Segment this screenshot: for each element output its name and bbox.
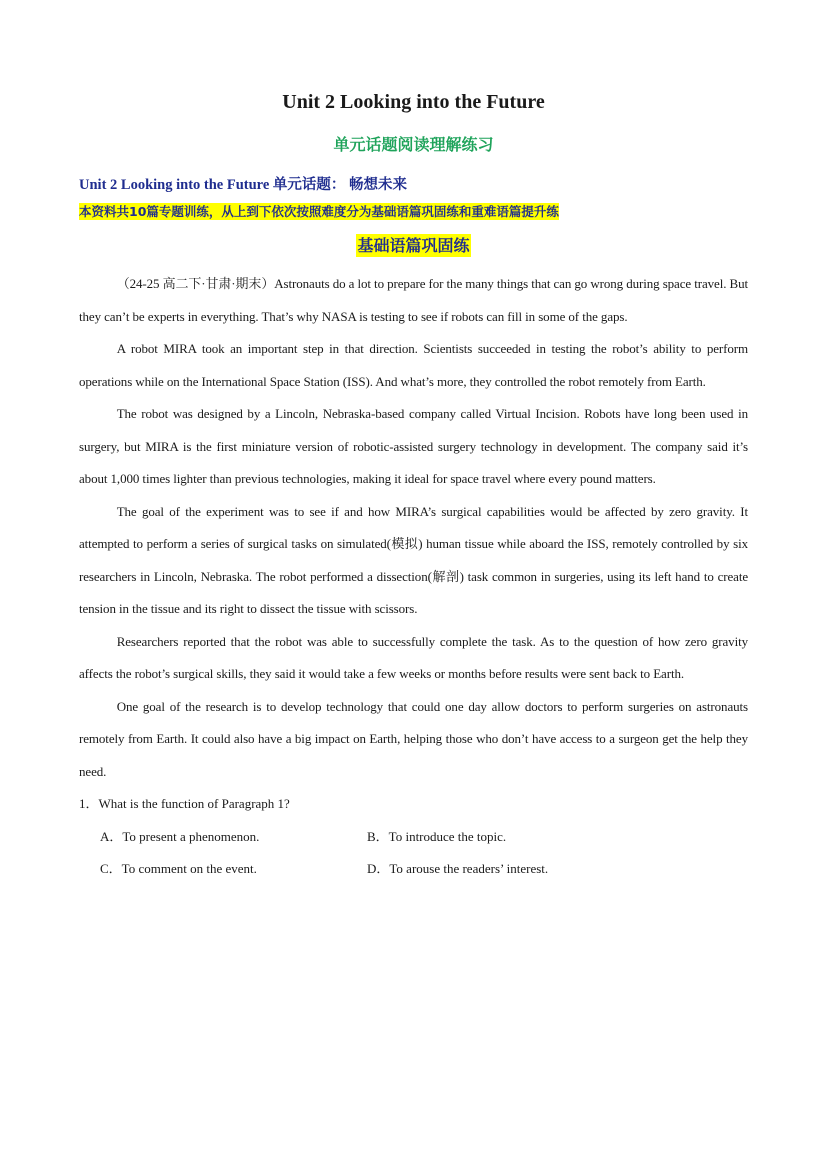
intro-line xyxy=(79,201,748,223)
question-1-options-row-2 xyxy=(79,853,748,886)
passage-paragraph-2: A robot MIRA took an important step in that direction. Scientists succeeded in testing the robot’s ability to perform operations while on the International Space Station (ISS). And what’s more, they controlled the robot remotely from Earth. xyxy=(79,341,748,389)
section-heading xyxy=(79,232,748,260)
unit-title: Unit 2 Looking into the Future xyxy=(282,91,545,113)
passage-paragraph-5: Researchers reported that the robot was able to successfully complete the task. As to the question of how zero gravity affects the robot’s surgical skills, they said it would take a few weeks or months before results were sent back to Earth. xyxy=(79,633,748,681)
question-1-stem: 1．What is the function of Paragraph 1? xyxy=(79,796,290,811)
passage-paragraph-4: The goal of the experiment was to see if and how MIRA’s surgical capabilities would be affected by zero gravity. It attempted to perform a series of surgical tasks on simulated(模拟) human tissue while aboard the ISS, remotely controlled by six researchers in Lincoln, Nebraska. The robot performed a dissection(解剖) task common in surgeries, using its left hand to create tension in the tissue and its right to dissect the tissue with scissors. xyxy=(79,503,748,616)
passage-paragraph-3: The robot was designed by a Lincoln, Nebraska-based company called Virtual Incision. Robots have long been used in surgery, but MIRA is the first miniature version of robotic-assisted surgery technology in development. The company said it’s about 1,000 times lighter than previous technologies, making it ideal for space travel where every pound matters. xyxy=(79,406,748,486)
document-content xyxy=(79,88,748,886)
passage-paragraph-6: One goal of the research is to develop technology that could one day allow doctors to perform surgeries on astronauts remotely from Earth. It could also have a big impact on Earth, helping those who don’t have access to a surgeon get the help they need. xyxy=(79,698,748,779)
option-a: A．To present a phenomenon. xyxy=(100,828,260,844)
unit-subtitle: 单元话题阅读理解练习 xyxy=(333,135,494,154)
option-c: C．To comment on the event. xyxy=(100,861,257,876)
passage-paragraph-1: （24-25 高二下·甘肃·期末）Astronauts do a lot to prepare for the many things that can go wrong during space travel. But they can’t be experts in everything. That’s why NASA is testing to see if robots can fill in some of the gaps. xyxy=(79,276,748,324)
option-b: B．To introduce the topic. xyxy=(367,828,507,844)
question-1-options-row-1 xyxy=(79,821,748,854)
topic-line: Unit 2 Looking into the Future 单元话题： 畅想未来 xyxy=(79,177,408,193)
section-title: 基础语篇巩固练 xyxy=(357,236,470,255)
option-d: D．To arouse the readers’ interest. xyxy=(367,861,549,876)
intro-text: 本资料共10篇专题训练，从上到下依次按照难度分为基础语篇巩固练和重难语篇提升练 xyxy=(79,204,559,219)
